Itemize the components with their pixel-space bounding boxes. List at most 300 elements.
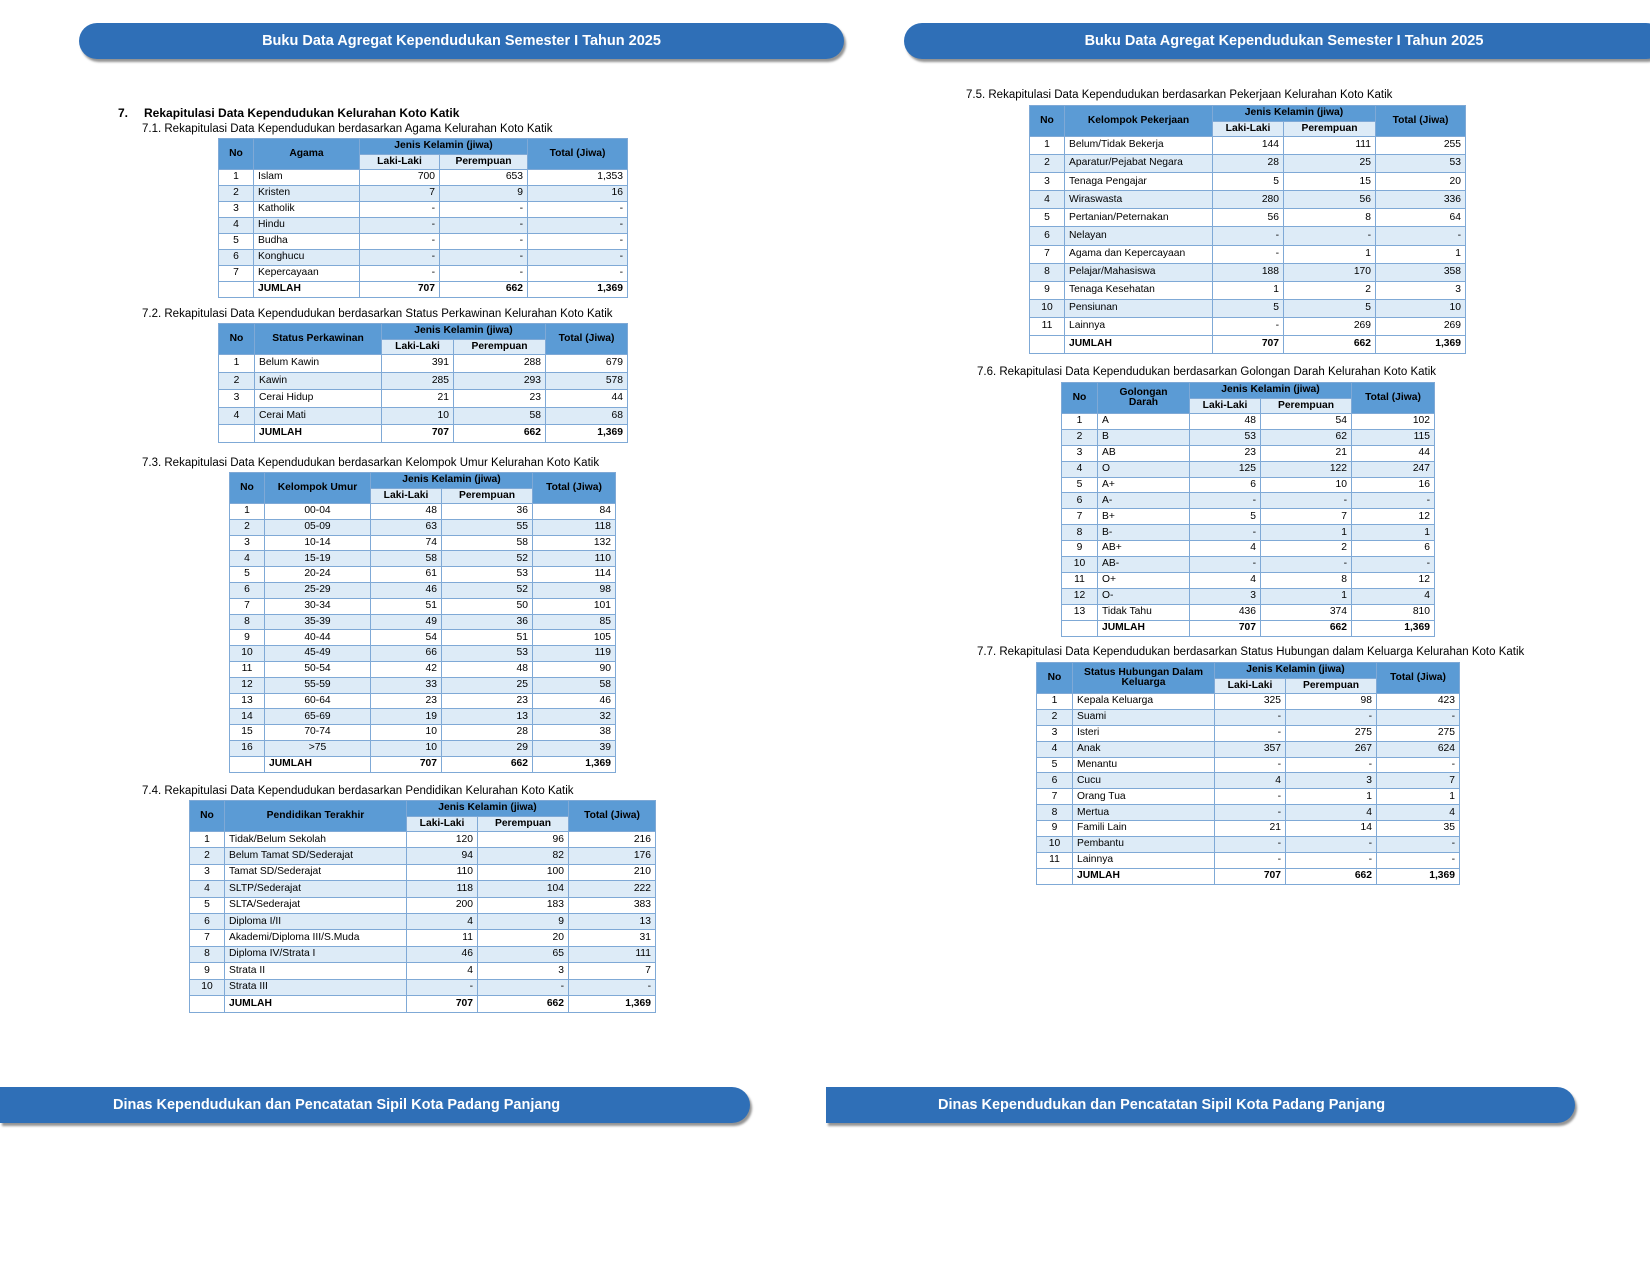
row-perempuan: 98 [1286, 694, 1377, 710]
header-laki-laki: Laki-Laki [1190, 399, 1261, 414]
table-row [230, 740, 616, 756]
table-row [1062, 588, 1435, 604]
table-row [190, 832, 656, 848]
table-row [1062, 477, 1435, 493]
table-row [190, 897, 656, 913]
row-total: 16 [1352, 477, 1435, 493]
row-total: 176 [569, 848, 656, 864]
row-laki-laki: - [1215, 837, 1286, 853]
row-perempuan: 36 [442, 614, 533, 630]
row-total: 114 [533, 567, 616, 583]
row-no: 5 [1037, 757, 1073, 773]
row-category: Budha [254, 234, 360, 250]
row-total: 269 [1376, 317, 1466, 335]
row-category: 15-19 [265, 551, 371, 567]
header-category-line1: Golongan [1119, 386, 1168, 398]
table-row [219, 202, 628, 218]
row-category: SLTP/Sederajat [225, 881, 407, 897]
header-category: Status Perkawinan [255, 324, 382, 355]
row-perempuan: - [1261, 493, 1352, 509]
row-no: 3 [1037, 725, 1073, 741]
table-row [1037, 821, 1460, 837]
table-perkawinan [218, 323, 628, 443]
total-jiwa: 1,369 [1376, 336, 1466, 354]
header-total: Total (Jiwa) [1352, 383, 1435, 414]
row-total: - [1376, 227, 1466, 245]
row-perempuan: 9 [478, 913, 569, 929]
footer-banner-right: Dinas Kependudukan dan Pencatatan Sipil Kota Padang Panjang [826, 1087, 1575, 1123]
row-laki-laki: 19 [371, 709, 442, 725]
total-laki-laki: 707 [371, 756, 442, 772]
table-row [1030, 317, 1466, 335]
row-laki-laki: 10 [382, 407, 454, 425]
row-laki-laki: 110 [407, 864, 478, 880]
row-no: 5 [1030, 209, 1065, 227]
row-no: 7 [219, 266, 254, 282]
row-total: 12 [1352, 509, 1435, 525]
row-perempuan: 2 [1261, 541, 1352, 557]
table-row [230, 725, 616, 741]
table-row [1062, 461, 1435, 477]
row-no: 2 [1062, 429, 1098, 445]
header-jenis-kelamin: Jenis Kelamin (jiwa) [1213, 106, 1376, 122]
row-category: Wiraswasta [1065, 191, 1213, 209]
row-laki-laki: 280 [1213, 191, 1284, 209]
header-total: Total (Jiwa) [1377, 663, 1460, 694]
table-row [1030, 137, 1466, 155]
row-laki-laki: - [1215, 757, 1286, 773]
row-perempuan: 9 [440, 186, 528, 202]
row-total: 4 [1352, 588, 1435, 604]
table-row [1030, 263, 1466, 281]
row-total: 32 [533, 709, 616, 725]
row-total: - [528, 202, 628, 218]
row-no: 11 [1030, 317, 1065, 335]
total-row-label: JUMLAH [1073, 868, 1215, 884]
row-total: - [1377, 709, 1460, 725]
table-row [1037, 709, 1460, 725]
table-row [190, 848, 656, 864]
row-no: 8 [1037, 805, 1073, 821]
row-category: Belum/Tidak Bekerja [1065, 137, 1213, 155]
row-category: 10-14 [265, 535, 371, 551]
row-total: - [528, 266, 628, 282]
row-total: 101 [533, 598, 616, 614]
total-laki-laki: 707 [1213, 336, 1284, 354]
row-perempuan: 62 [1261, 429, 1352, 445]
table-golongan-darah [1061, 382, 1435, 637]
header-category: Kelompok Umur [265, 473, 371, 504]
header-total: Total (Jiwa) [533, 473, 616, 504]
row-perempuan: 1 [1261, 588, 1352, 604]
row-category: Kepercayaan [254, 266, 360, 282]
total-row-blank [190, 995, 225, 1012]
table-row [219, 372, 628, 390]
row-no: 1 [219, 170, 254, 186]
row-perempuan: - [1286, 837, 1377, 853]
row-perempuan: 288 [454, 355, 546, 373]
row-perempuan: 293 [454, 372, 546, 390]
header-perempuan: Perempuan [442, 489, 533, 504]
table-row [230, 693, 616, 709]
row-perempuan: 10 [1261, 477, 1352, 493]
caption-perkawinan: 7.2. Rekapitulasi Data Kependudukan berdasarkan Status Perkawinan Kelurahan Koto Katik [142, 308, 613, 320]
row-laki-laki: 7 [360, 186, 440, 202]
table-row [1062, 429, 1435, 445]
row-perempuan: 13 [442, 709, 533, 725]
header-total: Total (Jiwa) [546, 324, 628, 355]
row-total: - [1377, 757, 1460, 773]
header-category: Agama [254, 139, 360, 170]
row-category: Kepala Keluarga [1073, 694, 1215, 710]
header-perempuan: Perempuan [478, 817, 569, 832]
row-category: 35-39 [265, 614, 371, 630]
row-laki-laki: 54 [371, 630, 442, 646]
table-row [230, 661, 616, 677]
row-laki-laki: 144 [1213, 137, 1284, 155]
total-row-label: JUMLAH [255, 425, 382, 443]
row-perempuan: - [478, 979, 569, 995]
table-row [1030, 299, 1466, 317]
row-total: 810 [1352, 604, 1435, 620]
row-no: 2 [1037, 709, 1073, 725]
row-perempuan: 52 [442, 551, 533, 567]
row-laki-laki: 5 [1213, 173, 1284, 191]
header-jenis-kelamin: Jenis Kelamin (jiwa) [407, 801, 569, 817]
row-no: 2 [190, 848, 225, 864]
row-total: 39 [533, 740, 616, 756]
header-banner-left: Buku Data Agregat Kependudukan Semester I Tahun 2025 [79, 23, 844, 59]
total-laki-laki: 707 [407, 995, 478, 1012]
row-category: AB [1098, 445, 1190, 461]
row-laki-laki: 23 [371, 693, 442, 709]
row-perempuan: - [440, 266, 528, 282]
row-laki-laki: - [1215, 789, 1286, 805]
header-no: No [219, 324, 255, 355]
row-perempuan: 7 [1261, 509, 1352, 525]
row-category: O- [1098, 588, 1190, 604]
table-pekerjaan [1029, 105, 1466, 354]
row-no: 9 [190, 963, 225, 979]
row-laki-laki: - [407, 979, 478, 995]
row-category: Tidak/Belum Sekolah [225, 832, 407, 848]
row-no: 15 [230, 725, 265, 741]
row-perempuan: 4 [1286, 805, 1377, 821]
row-no: 4 [190, 881, 225, 897]
row-category: Tidak Tahu [1098, 604, 1190, 620]
row-perempuan: 55 [442, 519, 533, 535]
row-no: 4 [230, 551, 265, 567]
header-category [1073, 663, 1215, 694]
row-no: 10 [1030, 299, 1065, 317]
row-laki-laki: - [1190, 525, 1261, 541]
row-no: 4 [219, 218, 254, 234]
row-laki-laki: 125 [1190, 461, 1261, 477]
row-laki-laki: 1 [1213, 281, 1284, 299]
row-category: Diploma I/II [225, 913, 407, 929]
table-row [230, 567, 616, 583]
row-perempuan: 1 [1261, 525, 1352, 541]
row-no: 1 [230, 504, 265, 520]
row-no: 6 [1037, 773, 1073, 789]
row-laki-laki: 5 [1190, 509, 1261, 525]
row-perempuan: 3 [478, 963, 569, 979]
row-laki-laki: 46 [407, 946, 478, 962]
total-row-blank [1030, 336, 1065, 354]
row-category: Menantu [1073, 757, 1215, 773]
row-category: A+ [1098, 477, 1190, 493]
row-laki-laki: - [360, 266, 440, 282]
header-jenis-kelamin: Jenis Kelamin (jiwa) [1215, 663, 1377, 679]
total-jiwa: 1,369 [533, 756, 616, 772]
total-row-label: JUMLAH [254, 282, 360, 298]
row-category: O+ [1098, 572, 1190, 588]
row-perempuan: 8 [1261, 572, 1352, 588]
total-row-blank [230, 756, 265, 772]
row-laki-laki: 357 [1215, 741, 1286, 757]
table-row [230, 535, 616, 551]
row-category: Akademi/Diploma III/S.Muda [225, 930, 407, 946]
row-category: 45-49 [265, 646, 371, 662]
row-category: Cerai Hidup [255, 390, 382, 408]
total-row-label: JUMLAH [265, 756, 371, 772]
row-perempuan: 100 [478, 864, 569, 880]
header-jenis-kelamin: Jenis Kelamin (jiwa) [1190, 383, 1352, 399]
row-total: 68 [546, 407, 628, 425]
row-total: 118 [533, 519, 616, 535]
total-perempuan: 662 [454, 425, 546, 443]
row-laki-laki: - [1213, 245, 1284, 263]
row-category: Belum Kawin [255, 355, 382, 373]
row-category: Cerai Mati [255, 407, 382, 425]
row-category: Tamat SD/Sederajat [225, 864, 407, 880]
row-perempuan: 50 [442, 598, 533, 614]
row-category: Nelayan [1065, 227, 1213, 245]
row-no: 4 [219, 407, 255, 425]
row-laki-laki: 23 [1190, 445, 1261, 461]
row-category: Lainnya [1073, 852, 1215, 868]
row-total: 64 [1376, 209, 1466, 227]
table-row [1037, 694, 1460, 710]
row-no: 2 [219, 372, 255, 390]
total-jiwa: 1,369 [1377, 868, 1460, 884]
row-perempuan: 3 [1286, 773, 1377, 789]
row-perempuan: 56 [1284, 191, 1376, 209]
row-total: 102 [1352, 414, 1435, 430]
table-row [219, 266, 628, 282]
row-total: 210 [569, 864, 656, 880]
row-perempuan: 58 [454, 407, 546, 425]
total-row-label: JUMLAH [1065, 336, 1213, 354]
row-no: 8 [1030, 263, 1065, 281]
row-laki-laki: 94 [407, 848, 478, 864]
row-laki-laki: 63 [371, 519, 442, 535]
row-laki-laki: - [1190, 557, 1261, 573]
row-perempuan: 25 [442, 677, 533, 693]
row-category: A- [1098, 493, 1190, 509]
row-perempuan: 82 [478, 848, 569, 864]
header-category [1098, 383, 1190, 414]
row-total: 31 [569, 930, 656, 946]
row-category: Strata II [225, 963, 407, 979]
table-row [190, 864, 656, 880]
row-perempuan: 122 [1261, 461, 1352, 477]
table-row [230, 551, 616, 567]
row-laki-laki: 42 [371, 661, 442, 677]
row-perempuan: 104 [478, 881, 569, 897]
row-category: 50-54 [265, 661, 371, 677]
row-no: 4 [1030, 191, 1065, 209]
table-row [230, 677, 616, 693]
row-perempuan: 267 [1286, 741, 1377, 757]
caption-pekerjaan: 7.5. Rekapitulasi Data Kependudukan berdasarkan Pekerjaan Kelurahan Koto Katik [966, 89, 1393, 101]
row-category: Kawin [255, 372, 382, 390]
row-category: 65-69 [265, 709, 371, 725]
table-row [219, 218, 628, 234]
row-category: AB- [1098, 557, 1190, 573]
row-perempuan: 28 [442, 725, 533, 741]
row-category: Cucu [1073, 773, 1215, 789]
row-category: Aparatur/Pejabat Negara [1065, 155, 1213, 173]
table-row [219, 186, 628, 202]
total-row-blank [1062, 620, 1098, 636]
row-perempuan: 5 [1284, 299, 1376, 317]
row-laki-laki: 58 [371, 551, 442, 567]
row-total: 10 [1376, 299, 1466, 317]
table-row [190, 946, 656, 962]
row-laki-laki: 48 [1190, 414, 1261, 430]
table-row [190, 930, 656, 946]
table-status-hubungan [1036, 662, 1460, 885]
row-perempuan: 23 [442, 693, 533, 709]
header-laki-laki: Laki-Laki [1215, 679, 1286, 694]
table-row [230, 598, 616, 614]
section-heading [118, 106, 459, 120]
row-perempuan: - [1286, 709, 1377, 725]
row-perempuan: 96 [478, 832, 569, 848]
row-total: 4 [1377, 805, 1460, 821]
row-perempuan: - [1286, 852, 1377, 868]
header-no: No [1062, 383, 1098, 414]
total-perempuan: 662 [440, 282, 528, 298]
row-total: 35 [1377, 821, 1460, 837]
row-laki-laki: 11 [407, 930, 478, 946]
row-total: 12 [1352, 572, 1435, 588]
row-category: Agama dan Kepercayaan [1065, 245, 1213, 263]
row-perempuan: 275 [1286, 725, 1377, 741]
row-no: 9 [230, 630, 265, 646]
row-no: 6 [1030, 227, 1065, 245]
row-perempuan: - [440, 202, 528, 218]
row-category: Lainnya [1065, 317, 1213, 335]
row-no: 4 [1062, 461, 1098, 477]
row-laki-laki: 6 [1190, 477, 1261, 493]
table-row [219, 407, 628, 425]
row-total: 46 [533, 693, 616, 709]
table-row [1062, 525, 1435, 541]
row-total: - [1352, 557, 1435, 573]
row-laki-laki: - [360, 250, 440, 266]
row-category: O [1098, 461, 1190, 477]
header-category-line2: Keluarga [1121, 677, 1166, 688]
row-category: 60-64 [265, 693, 371, 709]
table-row [1062, 604, 1435, 620]
total-jiwa: 1,369 [546, 425, 628, 443]
row-no: 9 [1030, 281, 1065, 299]
total-perempuan: 662 [1284, 336, 1376, 354]
row-category: Tenaga Pengajar [1065, 173, 1213, 191]
row-perempuan: 53 [442, 567, 533, 583]
header-no: No [230, 473, 265, 504]
row-total: 110 [533, 551, 616, 567]
row-laki-laki: 4 [407, 963, 478, 979]
row-laki-laki: 4 [407, 913, 478, 929]
row-perempuan: - [1286, 757, 1377, 773]
table-row [230, 614, 616, 630]
total-row-label: JUMLAH [225, 995, 407, 1012]
header-jenis-kelamin: Jenis Kelamin (jiwa) [371, 473, 533, 489]
table-umur [229, 472, 616, 773]
row-no: 8 [190, 946, 225, 962]
row-total: 275 [1377, 725, 1460, 741]
row-category: Islam [254, 170, 360, 186]
table-row [230, 630, 616, 646]
row-perempuan: 1 [1284, 245, 1376, 263]
row-perempuan: 65 [478, 946, 569, 962]
row-category: B- [1098, 525, 1190, 541]
table-row [1037, 805, 1460, 821]
table-row [1030, 173, 1466, 191]
row-total: 84 [533, 504, 616, 520]
row-category: Pelajar/Mahasiswa [1065, 263, 1213, 281]
row-no: 10 [1062, 557, 1098, 573]
table-row [1062, 414, 1435, 430]
row-no: 7 [230, 598, 265, 614]
row-laki-laki: 391 [382, 355, 454, 373]
row-total: 13 [569, 913, 656, 929]
row-no: 3 [219, 202, 254, 218]
table-row [1062, 509, 1435, 525]
header-laki-laki: Laki-Laki [371, 489, 442, 504]
row-no: 9 [1062, 541, 1098, 557]
row-no: 7 [190, 930, 225, 946]
row-perempuan: - [1261, 557, 1352, 573]
row-laki-laki: - [1215, 709, 1286, 725]
row-laki-laki: 56 [1213, 209, 1284, 227]
row-laki-laki: 21 [1215, 821, 1286, 837]
row-category: Kristen [254, 186, 360, 202]
row-no: 3 [1030, 173, 1065, 191]
row-perempuan: 21 [1261, 445, 1352, 461]
row-category: 00-04 [265, 504, 371, 520]
table-row [1037, 852, 1460, 868]
row-total: 44 [546, 390, 628, 408]
row-no: 7 [1030, 245, 1065, 263]
row-perempuan: 53 [442, 646, 533, 662]
table-row [230, 504, 616, 520]
row-total: 336 [1376, 191, 1466, 209]
header-perempuan: Perempuan [454, 340, 546, 355]
row-laki-laki: 10 [371, 740, 442, 756]
row-no: 6 [1062, 493, 1098, 509]
row-total: 423 [1377, 694, 1460, 710]
row-total: 53 [1376, 155, 1466, 173]
row-total: - [569, 979, 656, 995]
header-laki-laki: Laki-Laki [382, 340, 454, 355]
row-no: 13 [230, 693, 265, 709]
row-laki-laki: 436 [1190, 604, 1261, 620]
row-perempuan: 54 [1261, 414, 1352, 430]
